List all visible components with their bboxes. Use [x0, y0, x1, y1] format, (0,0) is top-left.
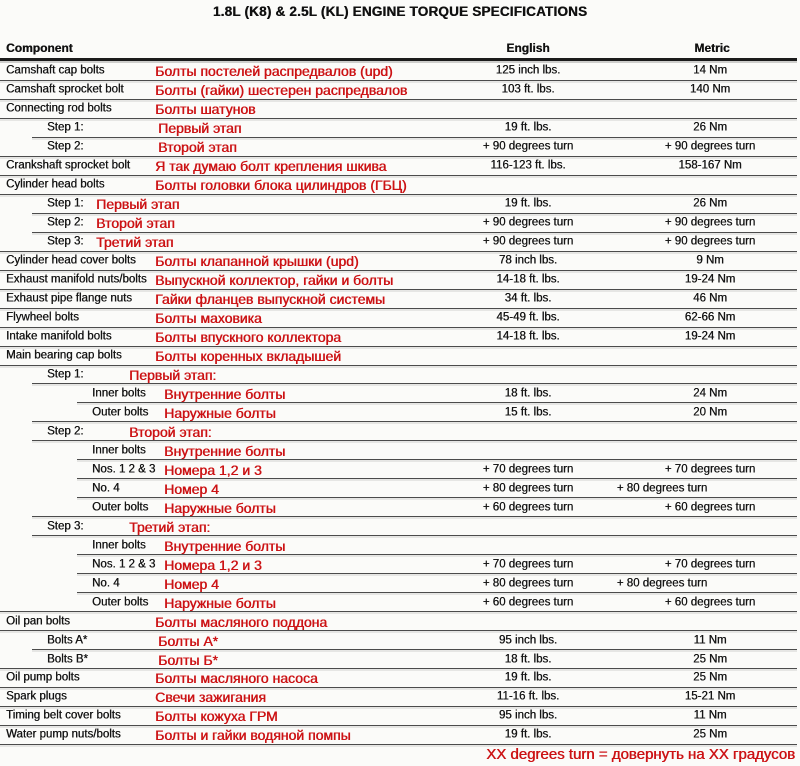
russian-label: Я так думаю болт крепления шкива: [155, 158, 387, 175]
component-label: Step 1:: [47, 121, 84, 134]
table-row: [0, 214, 800, 233]
russian-label: Болты кожуха ГРМ: [155, 708, 278, 725]
english-value: 95 inch lbs.: [498, 709, 558, 722]
column-header-metric: Metric: [694, 41, 730, 55]
russian-label: Внутренние болты: [164, 537, 286, 554]
english-value: 18 ft. lbs.: [504, 387, 552, 400]
russian-label: Внутренние болты: [164, 442, 286, 459]
table-body: [0, 62, 800, 745]
metric-value: + 80 degrees turn: [616, 576, 708, 589]
russian-label: Номер 4: [164, 575, 219, 592]
metric-value: + 90 degrees turn: [664, 216, 756, 229]
component-label: Cylinder head cover bolts: [6, 254, 136, 267]
metric-value: 25 Nm: [693, 671, 727, 684]
component-label: Oil pan bolts: [6, 614, 70, 627]
table-row: [0, 176, 800, 195]
table-row: [0, 555, 800, 574]
russian-label: Выпускной коллектор, гайки и болты: [155, 272, 394, 289]
component-label: Outer bolts: [92, 406, 149, 419]
russian-label: Второй этап: [158, 139, 237, 156]
table-row: [0, 498, 800, 517]
russian-label: Номер 4: [164, 480, 219, 497]
russian-label: Номера 1,2 и 3: [164, 556, 262, 573]
russian-label: Наружные болты: [164, 499, 276, 516]
table-row: [0, 384, 800, 403]
english-value: + 90 degrees turn: [482, 140, 574, 153]
table-row: [0, 195, 800, 214]
russian-label: Болты головки блока цилиндров (ГБЦ): [155, 177, 407, 194]
component-label: Inner bolts: [92, 444, 146, 457]
component-label: Step 2:: [47, 425, 84, 438]
component-label: Crankshaft sprocket bolt: [6, 159, 131, 172]
metric-value: 26 Nm: [693, 197, 727, 210]
component-label: Nos. 1 2 & 3: [92, 557, 156, 570]
russian-label: Болты шатунов: [155, 101, 256, 118]
russian-label: Болты маховика: [155, 310, 262, 327]
component-label: Outer bolts: [92, 595, 149, 608]
table-header: [0, 41, 800, 58]
table-row: [0, 271, 800, 290]
russian-label: Болты А*: [158, 632, 218, 649]
english-value: 14-18 ft. lbs.: [496, 330, 560, 343]
russian-label: Болты коренных вкладышей: [155, 348, 341, 365]
component-label: Inner bolts: [92, 538, 146, 551]
table-row: [0, 309, 800, 328]
metric-value: 19-24 Nm: [684, 273, 736, 286]
table-row: [0, 252, 800, 271]
metric-value: 19-24 Nm: [684, 330, 736, 343]
russian-label: Наружные болты: [164, 404, 276, 421]
english-value: 19 ft. lbs.: [504, 197, 552, 210]
russian-label: Болты впускного коллектора: [155, 329, 341, 346]
russian-label: Болты масляного насоса: [155, 670, 318, 687]
component-label: No. 4: [92, 482, 120, 495]
component-label: Camshaft sprocket bolt: [6, 83, 124, 96]
footer-note: XX degrees turn = довернуть на XX градусов: [486, 746, 795, 763]
header-divider: [0, 58, 797, 61]
english-value: 15 ft. lbs.: [504, 406, 552, 419]
component-label: Spark plugs: [6, 690, 67, 703]
metric-value: 24 Nm: [693, 387, 727, 400]
russian-label: Наружные болты: [164, 594, 276, 611]
english-value: 103 ft. lbs.: [501, 83, 555, 96]
table-row: [0, 138, 800, 157]
component-label: Bolts B*: [47, 652, 88, 665]
component-label: Timing belt cover bolts: [6, 709, 121, 722]
table-row: [0, 479, 800, 498]
table-row: [0, 707, 800, 726]
component-label: Oil pump bolts: [6, 671, 80, 684]
table-row: [0, 81, 800, 100]
english-value: + 60 degrees turn: [482, 595, 574, 608]
component-label: Intake manifold bolts: [6, 330, 112, 343]
russian-label: Болты масляного поддона: [155, 613, 328, 630]
metric-value: 11 Nm: [693, 633, 727, 646]
russian-label: Второй этап: [96, 215, 175, 232]
metric-value: 25 Nm: [693, 728, 727, 741]
metric-value: + 80 degrees turn: [616, 482, 708, 495]
row-divider: [0, 744, 797, 745]
table-row: [0, 62, 800, 81]
table-row: [0, 612, 800, 631]
english-value: 19 ft. lbs.: [504, 121, 552, 134]
english-value: + 90 degrees turn: [482, 216, 574, 229]
component-label: Step 2:: [47, 216, 84, 229]
russian-label: Второй этап:: [129, 423, 212, 440]
english-value: 14-18 ft. lbs.: [496, 273, 560, 286]
russian-label: Третий этап:: [129, 518, 211, 535]
component-label: Flywheel bolts: [6, 311, 79, 324]
component-label: Step 3:: [47, 519, 84, 532]
table-row: [0, 157, 800, 176]
component-label: Cylinder head bolts: [6, 178, 105, 191]
component-label: Step 1:: [47, 368, 84, 381]
table-row: [0, 688, 800, 707]
english-value: 116-123 ft. lbs.: [490, 159, 566, 172]
table-row: [0, 726, 800, 745]
metric-value: + 60 degrees turn: [664, 595, 756, 608]
english-value: 78 inch lbs.: [498, 254, 558, 267]
table-row: [0, 536, 800, 555]
metric-value: 20 Nm: [693, 406, 727, 419]
metric-value: 46 Nm: [693, 292, 727, 305]
english-value: 45-49 ft. lbs.: [496, 311, 560, 324]
table-row: [0, 669, 800, 688]
english-value: + 70 degrees turn: [482, 557, 574, 570]
russian-label: Болты Б*: [158, 651, 218, 668]
english-value: + 80 degrees turn: [482, 482, 574, 495]
russian-label: Болты постелей распредвалов (upd): [155, 63, 393, 80]
table-row: [0, 441, 800, 460]
table-row: [0, 631, 800, 650]
english-value: 95 inch lbs.: [498, 633, 558, 646]
russian-label: Первый этап:: [129, 366, 217, 383]
table-row: [0, 233, 800, 252]
metric-value: 9 Nm: [696, 254, 724, 267]
metric-value: 62-66 Nm: [684, 311, 736, 324]
metric-value: 140 Nm: [689, 83, 731, 96]
page-title: 1.8L (K8) & 2.5L (KL) ENGINE TORQUE SPECIFICATIONS: [212, 4, 588, 19]
english-value: 11-16 ft. lbs.: [496, 690, 560, 703]
component-label: Camshaft cap bolts: [6, 64, 105, 77]
english-value: 18 ft. lbs.: [504, 652, 552, 665]
component-label: Outer bolts: [92, 501, 149, 514]
component-label: No. 4: [92, 576, 120, 589]
metric-value: 15-21 Nm: [684, 690, 736, 703]
table-row: [0, 650, 800, 669]
table-row: [0, 517, 800, 536]
english-value: + 80 degrees turn: [482, 576, 574, 589]
metric-value: 14 Nm: [693, 64, 727, 77]
english-value: 19 ft. lbs.: [504, 728, 552, 741]
table-row: [0, 328, 800, 347]
russian-label: Болты клапанной крышки (upd): [155, 253, 359, 270]
component-label: Exhaust pipe flange nuts: [6, 292, 132, 305]
table-row: [0, 460, 800, 479]
table-row: [0, 100, 800, 119]
column-header-component: Component: [6, 41, 73, 55]
russian-label: Болты (гайки) шестерен распредвалов: [155, 82, 408, 99]
metric-value: 26 Nm: [693, 121, 727, 134]
english-value: + 60 degrees turn: [482, 501, 574, 514]
metric-value: + 90 degrees turn: [664, 235, 756, 248]
component-label: Step 1:: [47, 197, 84, 210]
russian-label: Болты и гайки водяной помпы: [155, 727, 351, 744]
table-row: [0, 593, 800, 612]
table-row: [0, 422, 800, 441]
english-value: + 90 degrees turn: [482, 235, 574, 248]
component-label: Connecting rod bolts: [6, 102, 112, 115]
component-label: Step 2:: [47, 140, 84, 153]
table-row: [0, 403, 800, 422]
table-row: [0, 290, 800, 309]
table-row: [0, 347, 800, 366]
russian-label: Первый этап: [96, 196, 180, 213]
metric-value: 25 Nm: [693, 652, 727, 665]
metric-value: 158-167 Nm: [678, 159, 742, 172]
column-header-english: English: [506, 41, 550, 55]
english-value: 125 inch lbs.: [495, 64, 561, 77]
component-label: Step 3:: [47, 235, 84, 248]
metric-value: + 70 degrees turn: [664, 463, 756, 476]
metric-value: + 60 degrees turn: [664, 501, 756, 514]
table-row: [0, 119, 800, 138]
russian-label: Свечи зажигания: [155, 689, 266, 706]
component-label: Main bearing cap bolts: [6, 349, 122, 362]
component-label: Exhaust manifold nuts/bolts: [6, 273, 147, 286]
component-label: Inner bolts: [92, 387, 146, 400]
component-label: Nos. 1 2 & 3: [92, 463, 156, 476]
russian-label: Третий этап: [96, 234, 174, 251]
english-value: 34 ft. lbs.: [504, 292, 552, 305]
russian-label: Гайки фланцев выпускной системы: [155, 291, 385, 308]
metric-value: 11 Nm: [693, 709, 727, 722]
component-label: Bolts A*: [47, 633, 88, 646]
russian-label: Номера 1,2 и 3: [164, 461, 262, 478]
english-value: + 70 degrees turn: [482, 463, 574, 476]
component-label: Water pump nuts/bolts: [6, 728, 121, 741]
table-row: [0, 574, 800, 593]
metric-value: + 90 degrees turn: [664, 140, 756, 153]
metric-value: + 70 degrees turn: [664, 557, 756, 570]
english-value: 19 ft. lbs.: [504, 671, 552, 684]
russian-label: Первый этап: [158, 120, 242, 137]
table-row: [0, 366, 800, 385]
russian-label: Внутренние болты: [164, 385, 286, 402]
